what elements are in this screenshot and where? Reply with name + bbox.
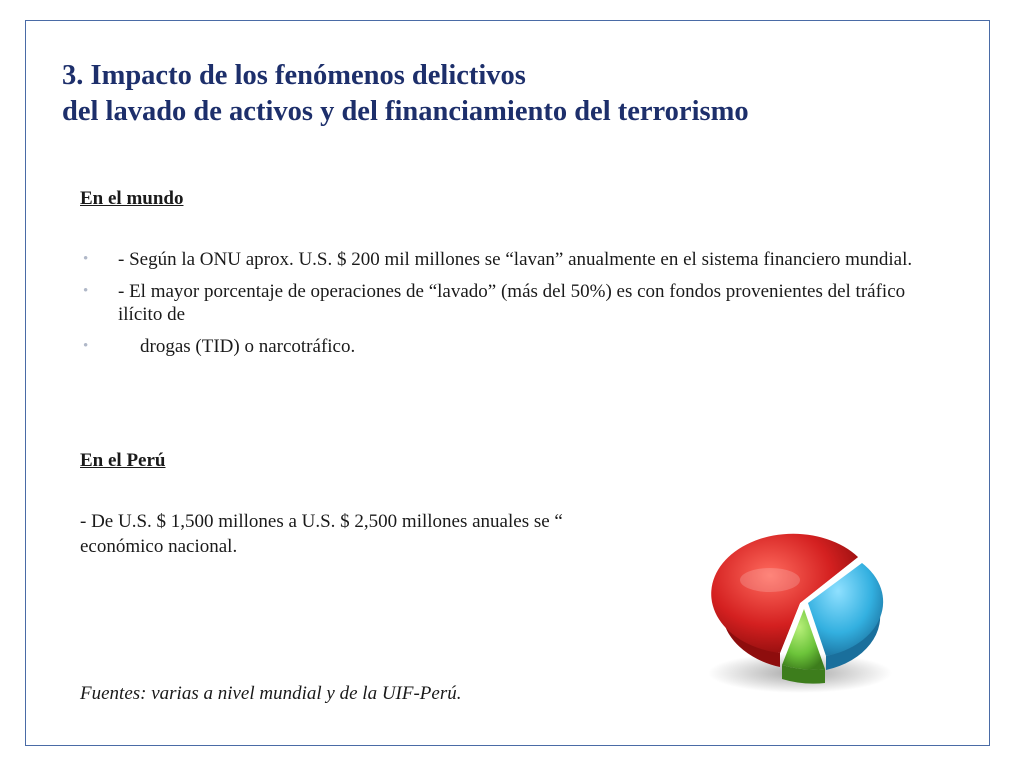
bullet-icon: •: [83, 251, 89, 267]
bullet-text: - El mayor porcentaje de operaciones de “lavado” (más del 50%) es con fondos provenientes del tráfico ilícito de: [118, 281, 906, 325]
peru-heading: En el Perú: [80, 450, 166, 471]
bullet-text: - Según la ONU aprox. U.S. $ 200 mil millones se “lavan” anualmente en el sistema financiero mundial.: [118, 249, 913, 270]
world-bullet-list: [80, 248, 920, 367]
world-heading: En el mundo: [80, 188, 184, 209]
pie-chart-icon: [700, 525, 900, 700]
peru-line-1: - De U.S. $ 1,500 millones a U.S. $ 2,500 millones anuales se “: [80, 511, 563, 532]
peru-text: [80, 509, 670, 559]
sources-note: Fuentes: varias a nivel mundial y de la UIF-Perú.: [80, 683, 462, 704]
peru-line-2: económico nacional.: [80, 536, 238, 557]
title-line-2: del lavado de activos y del financiamiento del terrorismo: [62, 96, 749, 127]
bullet-icon: •: [83, 283, 89, 299]
list-item: [80, 248, 920, 271]
list-item: [80, 280, 920, 326]
pie-chart-graphic: [700, 525, 900, 700]
bullet-text: drogas (TID) o narcotráfico.: [140, 336, 356, 357]
pie-highlight: [740, 568, 800, 592]
slide-title: [62, 58, 749, 130]
title-line-1: 3. Impacto de los fenómenos delictivos: [62, 60, 526, 91]
bullet-icon: •: [83, 338, 89, 354]
list-item: [80, 335, 920, 358]
